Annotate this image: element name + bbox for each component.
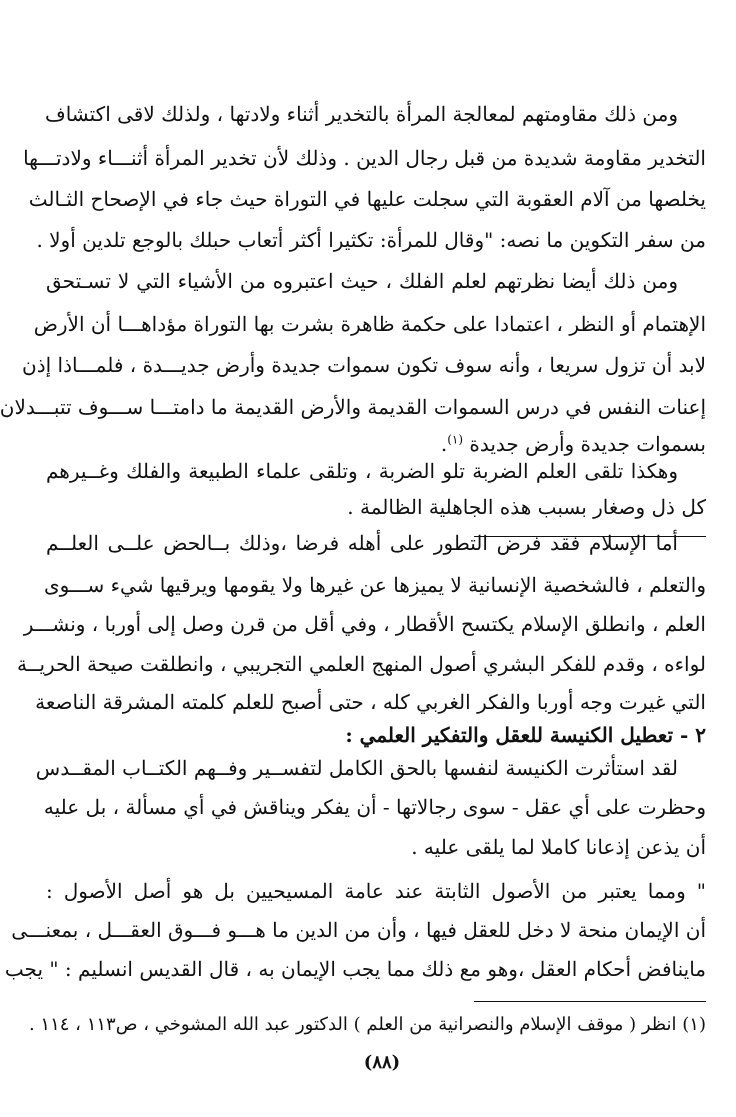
page-number: (٨٨): [363, 1052, 401, 1073]
paragraph-line: وحظرت على أي عقل - سوى رجالاتها - أن يفكر ويناقش في أي مسألة ، بل عليه: [43, 795, 706, 819]
paragraph-line: والتعلم ، فالشخصية الإنسانية لا يميزها عن غيرها ولا يقومها ويرقيها شيء ســـوى: [43, 573, 706, 597]
footnote-reference: (١): [447, 432, 464, 447]
paragraph-line: يخلصها من آلام العقوبة التي سجلت عليها في التوراة حيث جاء في الإصحاح الثـالث: [28, 187, 706, 211]
paragraph-line: لقد استأثرت الكنيسة لنفسها بالحق الكامل لتفســير وفــهم الكتــاب المقــدس: [35, 756, 678, 780]
paragraph-line: الإهتمام أو النظر ، اعتمادا على حكمة ظاهرة بشرت بها التوراة مؤداهـــا أن الأرض: [33, 312, 706, 336]
paragraph-line: لابد أن تزول سريعا ، وأنه سوف تكون سموات جديدة وأرض جديـــدة ، فلمـــاذا إذن: [22, 353, 706, 377]
paragraph-line: العلم ، وانطلق الإسلام يكتسح الأقطار ، وفي أقل من قرن وصل إلى أوربا ، ونشـــر: [23, 612, 706, 636]
paragraph-line: أما الإسلام فقد فرض التطور على أهله فرضا ،وذلك بــالحض علــى العلــم: [46, 531, 678, 555]
paragraph-line: وهكذا تلقى العلم الضربة تلو الضربة ، وتلقى علماء الطبيعة والفلك وغــيرهم: [46, 459, 678, 483]
paragraph-line: التخدير مقاومة شديدة من قبل رجال الدين . وذلك لأن تخدير المرأة أثنـــاء ولادتـــها: [23, 146, 706, 170]
paragraph-line: ماينافض أحكام العقل ،وهو مع ذلك مما يجب الإيمان به ، قال القديس انسليم : " يجب: [4, 957, 706, 981]
footnote: (١) انظر ( موقف الإسلام والنصرانية من العلم ) الدكتور عبد الله المشوخي ، ص١١٣ ، ١١٤ .: [28, 1014, 706, 1035]
paragraph-line: ومن ذلك أيضا نظرتهم لعلم الفلك ، حيث اعتبروه من الأشياء التي لا تسـتحق: [46, 269, 678, 293]
section-heading: ٢ - تعطيل الكنيسة للعقل والتفكير العلمي :: [345, 723, 706, 747]
paragraph-line: ومن ذلك مقاومتهم لمعالجة المرأة بالتخدير أثناء ولادتها ، ولذلك لاقى اكتشاف: [44, 102, 678, 126]
paragraph-line: التي غيرت وجه أوربا والفكر الغربي كله ، حتى أصبح للعلم كلمته المشرقة الناصعة: [35, 690, 706, 714]
line-text: بسموات جديدة وأرض جديدة: [469, 432, 706, 456]
paragraph-line: لواءه ، وقدم للفكر البشري أصول المنهج العلمي التجريبي ، وانطلقت صيحة الحريــة: [17, 652, 706, 676]
paragraph-line: بسموات جديدة وأرض جديدة $^{(١)}$.: [440, 432, 706, 456]
footnote-divider: [474, 1001, 706, 1002]
paragraph-line: أن الإيمان منحة لا دخل للعقل فيها ، وأن من الدين ما هـــو فـــوق العقـــل ، بمعنـــى: [11, 918, 706, 942]
paragraph-line: " ومما يعتبر من الأصول الثابتة عند عامة المسيحيين بل هو أصل الأصول :: [46, 879, 706, 903]
paragraph-line: من سفر التكوين ما نصه: "وقال للمرأة: تكثيرا أكثر أتعاب حبلك بالوجع تلدين أولا .: [36, 228, 706, 252]
paragraph-line: أن يذعن إذعانا كاملا لما يلقى عليه .: [411, 835, 706, 859]
paragraph-line: إعنات النفس في درس السموات القديمة والأرض القديمة ما دامتـــا ســـوف تتبـــدلان: [0, 395, 706, 419]
paragraph-line: كل ذل وصغار بسبب هذه الجاهلية الظالمة .: [347, 495, 706, 519]
